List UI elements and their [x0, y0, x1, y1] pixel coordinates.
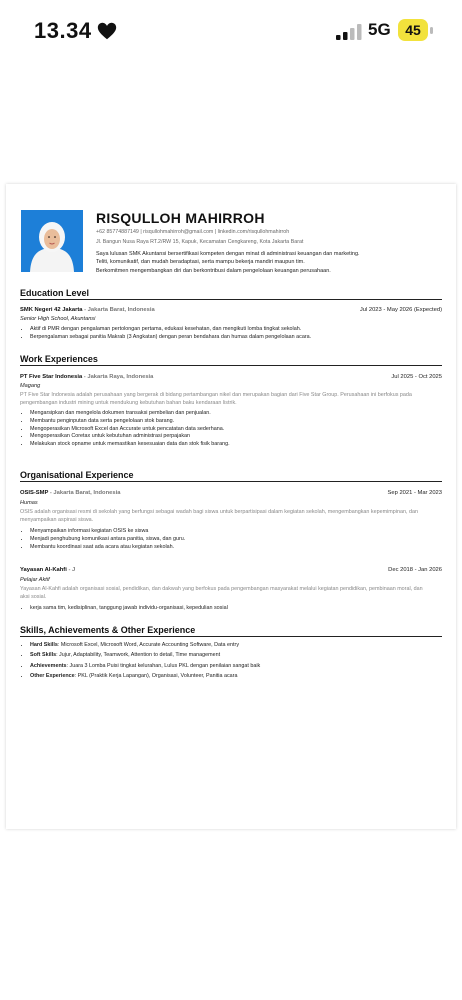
section-divider — [20, 636, 442, 637]
section-title-organisational: Organisational Experience — [20, 470, 134, 480]
skill-label: Soft Skills — [30, 652, 57, 659]
education-bullets — [20, 326, 450, 342]
section-title-skills: Skills, Achievements & Other Experience — [20, 625, 196, 635]
heart-icon — [96, 20, 118, 42]
profile-photo — [21, 210, 83, 272]
skill-label: Hard Skills — [30, 642, 58, 648]
summary-line: Saya lulusan SMK Akuntansi bersertifikasi kompeten dengan minat di administrasi keuangan dan marketing. — [96, 251, 360, 257]
skills-list — [20, 640, 450, 681]
list-item: • Membantu koordinasi saat ada acara atau kegiatan sekolah. — [30, 544, 450, 552]
work-date: Jul 2025 - Oct 2025 — [391, 374, 442, 380]
list-item — [30, 671, 450, 681]
list-item: • Mengarsipkan dan mengelola dokumen transaksi pembelian dan penjualan. — [30, 410, 450, 418]
battery-icon: 45 — [398, 19, 428, 41]
resume-name: RISQULLOH MAHIRROH — [96, 210, 265, 226]
work-role: Magang — [20, 383, 41, 389]
summary-line: Berkomitmen mengembangkan diri dan berkontribusi dalam pengelolaan keuangan perusahaan. — [96, 267, 331, 274]
list-item: • kerja sama tim, kedisiplinan, tanggung jawab individu-organisasi, kepedulian sosial — [30, 605, 450, 613]
resume-document[interactable] — [6, 184, 456, 829]
list-item — [30, 661, 450, 671]
list-item: • Berpengalaman sebagai panitia Makrab (3 Angkatan) dengan peran bendahara dan humas dalam pengelolaan acara. — [30, 334, 450, 342]
list-item: • Aktif di PMR dengan pengalaman pertolongan pertama, edukasi kesehatan, dan mengikuti lomba tingkat sekolah. — [30, 326, 450, 334]
status-time: 13.34 — [34, 18, 92, 43]
battery-tip — [430, 27, 433, 34]
resume-contact: +62 85774887149 | risqullohmahirroh@gmail.com | linkedin.com/risqullohmahirroh — [96, 229, 290, 235]
section-divider — [20, 299, 442, 300]
skill-value: : Juara 3 Lomba Puisi tingkat kelurahan, Lulus PKL dengan penilaian sangat baik — [66, 662, 261, 669]
list-item: • Mengoperasikan Coretax untuk kebutuhan administrasi perpajakan — [30, 433, 450, 441]
org-date: Sep 2021 - Mar 2023 — [387, 490, 442, 496]
section-title-education: Education Level — [20, 288, 90, 298]
org-date: Dec 2018 - Jan 2026 — [388, 567, 442, 573]
org-location: - Jakarta Barat, Indonesia — [48, 490, 121, 496]
skill-value: : Microsoft Excel, Microsoft Word, Accurate Accounting Software, Data entry — [57, 642, 240, 648]
org-role: Humas — [20, 500, 38, 506]
section-divider — [20, 481, 442, 482]
section-title-work: Work Experiences — [20, 354, 98, 364]
work-location: - Jakarta Raya, Indonesia — [82, 374, 154, 380]
list-item: • Mengoperasikan Microsoft Excel dan Accurate untuk pencatatan data sederhana. — [30, 426, 450, 434]
education-entry-header — [20, 306, 442, 314]
list-item — [30, 640, 450, 650]
education-org: SMK Negeri 42 Jakarta — [20, 307, 83, 313]
list-item — [30, 650, 450, 660]
org-entry-header — [20, 566, 442, 574]
work-description: PT Five Star Indonesia adalah perusahaan yang bergerak di bidang pertambangan nikel dan merupakan bagian dari Five Star Group. Perusahaan ini berfokus pada pengembangan industri mining untuk mendukung kebutuhan bahan baku kendaraan listrik. — [20, 392, 412, 406]
list-item: • Menyampaikan informasi kegiatan OSIS ke siswa — [30, 528, 450, 536]
education-location: - Jakarta Barat, Indonesia — [82, 307, 155, 313]
profile-photo-image — [21, 210, 83, 272]
resume-summary — [96, 250, 444, 275]
skill-label: Achievements — [30, 662, 67, 669]
list-item: • Membantu penginputan data serta pengelolaan stok barang. — [30, 418, 450, 426]
skill-value: : PKL (Praktik Kerja Lapangan), Organisasi, Volunteer, Panitia acara — [74, 672, 238, 679]
org-bullets — [20, 528, 450, 551]
list-item: • Menjadi penghubung komunikasi antara panitia, siswa, dan guru. — [30, 536, 450, 544]
org-entry-header — [20, 489, 442, 497]
org-name: OSIS-SMP — [20, 490, 49, 496]
skill-value: : Jujur, Adaptability, Teamwork, Attention to detail, Time management — [56, 652, 221, 659]
org-location: - J — [66, 567, 76, 573]
section-divider — [20, 365, 442, 366]
org-description: OSIS adalah organisasi resmi di sekolah yang berfungsi sebagai wadah bagi siswa untuk berpartisipasi dalam kegiatan sekolah, mengembangkan kepemimpinan, dan menyampaikan aspirasi siswa. — [20, 509, 418, 523]
work-org: PT Five Star Indonesia — [20, 374, 83, 380]
resume-address: Jl. Bangun Nusa Raya RT.2/RW 15, Kapuk, Kecamatan Cengkareng, Kota Jakarta Barat — [96, 239, 304, 245]
org-name: Yayasan Al-Kahfi — [20, 567, 67, 573]
org-bullets — [20, 605, 450, 613]
education-role: Senior High School, Akuntansi — [20, 316, 96, 322]
work-bullets — [20, 410, 450, 449]
org-description: Yayasan Al-Kahfi adalah organisasi sosial, pendidikan, dan dakwah yang berfokus pada pengembangan masyarakat melalui kegiatan pendidikan, pembinaan moral, dan aksi sosial. — [20, 586, 423, 600]
skill-label: Other Experience — [30, 672, 75, 679]
education-date: Jul 2023 - May 2026 (Expected) — [359, 307, 442, 313]
summary-line: Teliti, komunikatif, dan mudah beradaptasi, serta mampu bekerja mandiri maupun tim. — [96, 259, 305, 266]
status-bar — [0, 0, 462, 62]
list-item: • Melakukan stock opname untuk memastikan kesesuaian data dan stok fisik barang. — [30, 441, 450, 449]
org-role: Pelajar Aktif — [20, 577, 50, 583]
signal-icon — [336, 24, 362, 40]
work-entry-header — [20, 373, 442, 381]
network-type: 5G — [368, 20, 391, 39]
